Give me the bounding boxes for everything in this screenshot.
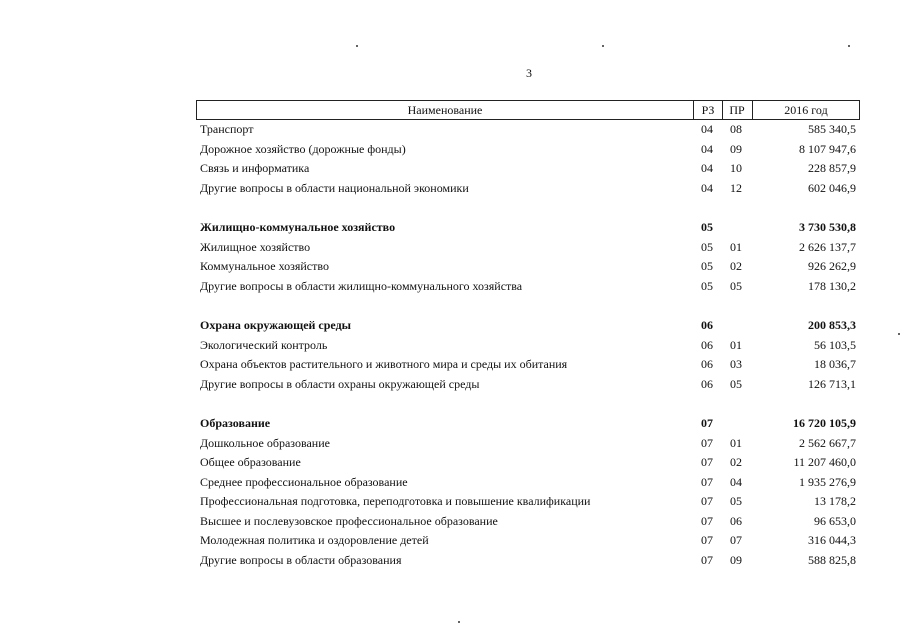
row-pr: 01 — [730, 435, 742, 450]
row-rz: 06 — [701, 317, 713, 332]
row-amount: 11 207 460,0 — [793, 455, 856, 470]
row-pr: 03 — [730, 357, 742, 372]
scan-speck — [458, 621, 460, 623]
table-row — [196, 531, 860, 551]
row-rz: 04 — [701, 180, 713, 195]
row-amount: 8 107 947,6 — [799, 141, 856, 156]
row-rz: 04 — [701, 122, 713, 136]
row-amount: 2 626 137,7 — [799, 239, 856, 254]
row-name: Дорожное хозяйство (дорожные фонды) — [200, 141, 406, 156]
table-row — [196, 473, 860, 493]
budget-table — [196, 100, 860, 571]
page-number: 3 — [526, 66, 532, 80]
table-row — [196, 238, 860, 258]
scan-speck — [898, 333, 900, 335]
row-name: Молодежная политика и оздоровление детей — [200, 533, 429, 548]
row-amount: 56 103,5 — [814, 337, 856, 352]
row-name: Общее образование — [200, 455, 301, 470]
table-row — [196, 277, 860, 297]
table-row — [196, 551, 860, 571]
table-row — [196, 336, 860, 356]
row-amount: 3 730 530,8 — [799, 219, 856, 234]
row-pr: 01 — [730, 239, 742, 254]
row-name: Другие вопросы в области национальной экономики — [200, 180, 469, 195]
row-amount: 178 130,2 — [808, 278, 856, 293]
row-name: Экологический контроль — [200, 337, 328, 352]
row-rz: 05 — [701, 239, 713, 254]
row-amount: 316 044,3 — [808, 533, 856, 548]
row-rz: 07 — [701, 474, 713, 489]
row-pr: 01 — [730, 337, 742, 352]
row-name: Коммунальное хозяйство — [200, 259, 329, 274]
row-pr: 05 — [730, 494, 742, 509]
table-row — [196, 257, 860, 277]
row-name: Охрана окружающей среды — [200, 317, 352, 332]
row-pr: 06 — [730, 513, 742, 528]
row-name: Другие вопросы в области жилищно-коммунального хозяйства — [200, 278, 523, 293]
row-spacer — [196, 198, 860, 218]
row-pr: 12 — [730, 180, 742, 195]
row-amount: 126 713,1 — [808, 376, 856, 391]
row-amount: 585 340,5 — [808, 122, 856, 136]
row-rz: 05 — [701, 259, 713, 274]
row-name: Высшее и послевузовское профессиональное образование — [200, 513, 498, 528]
row-spacer — [196, 296, 860, 316]
row-rz: 04 — [701, 161, 713, 176]
row-pr: 10 — [730, 161, 742, 176]
row-pr: 09 — [730, 553, 742, 568]
row-rz: 04 — [701, 141, 713, 156]
row-rz: 07 — [701, 435, 713, 450]
row-rz: 07 — [701, 533, 713, 548]
row-rz: 06 — [701, 337, 713, 352]
row-amount: 602 046,9 — [808, 180, 856, 195]
row-rz: 07 — [701, 494, 713, 509]
row-pr: 02 — [730, 455, 742, 470]
row-amount: 1 935 276,9 — [799, 474, 856, 489]
row-name: Жилищное хозяйство — [200, 239, 311, 254]
row-pr: 02 — [730, 259, 742, 274]
row-amount: 16 720 105,9 — [793, 415, 856, 430]
table-row — [196, 355, 860, 375]
table-row — [196, 140, 860, 160]
section-row — [196, 316, 860, 336]
row-rz: 07 — [701, 513, 713, 528]
scan-speck — [848, 45, 850, 47]
row-rz: 06 — [701, 376, 713, 391]
table-body — [196, 120, 860, 571]
row-pr: 05 — [730, 376, 742, 391]
row-name: Профессиональная подготовка, переподготовка и повышение квалификации — [200, 494, 591, 509]
table-row — [196, 159, 860, 179]
header-year: 2016 год — [784, 103, 828, 117]
row-rz: 07 — [701, 455, 713, 470]
row-rz: 05 — [701, 278, 713, 293]
row-amount: 18 036,7 — [814, 357, 856, 372]
scan-speck — [356, 45, 358, 47]
row-rz: 07 — [701, 553, 713, 568]
header-name: Наименование — [407, 103, 483, 117]
row-name: Охрана объектов растительного и животного мира и среды их обитания — [200, 357, 568, 372]
table-row — [196, 179, 860, 199]
table-header — [196, 100, 860, 120]
header-rz: РЗ — [701, 103, 715, 117]
row-name: Другие вопросы в области образования — [200, 553, 402, 568]
row-amount: 96 653,0 — [814, 513, 856, 528]
section-row — [196, 414, 860, 434]
row-amount: 200 853,3 — [808, 317, 856, 332]
row-spacer — [196, 394, 860, 414]
row-amount: 588 825,8 — [808, 553, 856, 568]
row-amount: 228 857,9 — [808, 161, 856, 176]
row-name: Образование — [200, 415, 271, 430]
section-row — [196, 218, 860, 238]
table-row — [196, 512, 860, 532]
table-row — [196, 120, 860, 140]
row-name: Жилищно-коммунальное хозяйство — [200, 219, 396, 234]
row-amount: 13 178,2 — [814, 494, 856, 509]
table-row — [196, 375, 860, 395]
row-pr: 09 — [730, 141, 742, 156]
row-pr: 05 — [730, 278, 742, 293]
row-rz: 07 — [701, 415, 713, 430]
row-pr: 08 — [730, 122, 742, 136]
scan-speck — [602, 45, 604, 47]
row-name: Связь и информатика — [200, 161, 310, 176]
row-name: Другие вопросы в области охраны окружающей среды — [200, 376, 480, 391]
table-row — [196, 492, 860, 512]
table-row — [196, 434, 860, 454]
row-pr: 07 — [730, 533, 742, 548]
row-name: Транспорт — [200, 122, 254, 136]
row-rz: 05 — [701, 219, 713, 234]
header-pr: ПР — [729, 103, 745, 117]
row-pr: 04 — [730, 474, 742, 489]
table-row — [196, 453, 860, 473]
row-rz: 06 — [701, 357, 713, 372]
row-name: Среднее профессиональное образование — [200, 474, 408, 489]
row-amount: 2 562 667,7 — [799, 435, 856, 450]
row-amount: 926 262,9 — [808, 259, 856, 274]
row-name: Дошкольное образование — [200, 435, 330, 450]
